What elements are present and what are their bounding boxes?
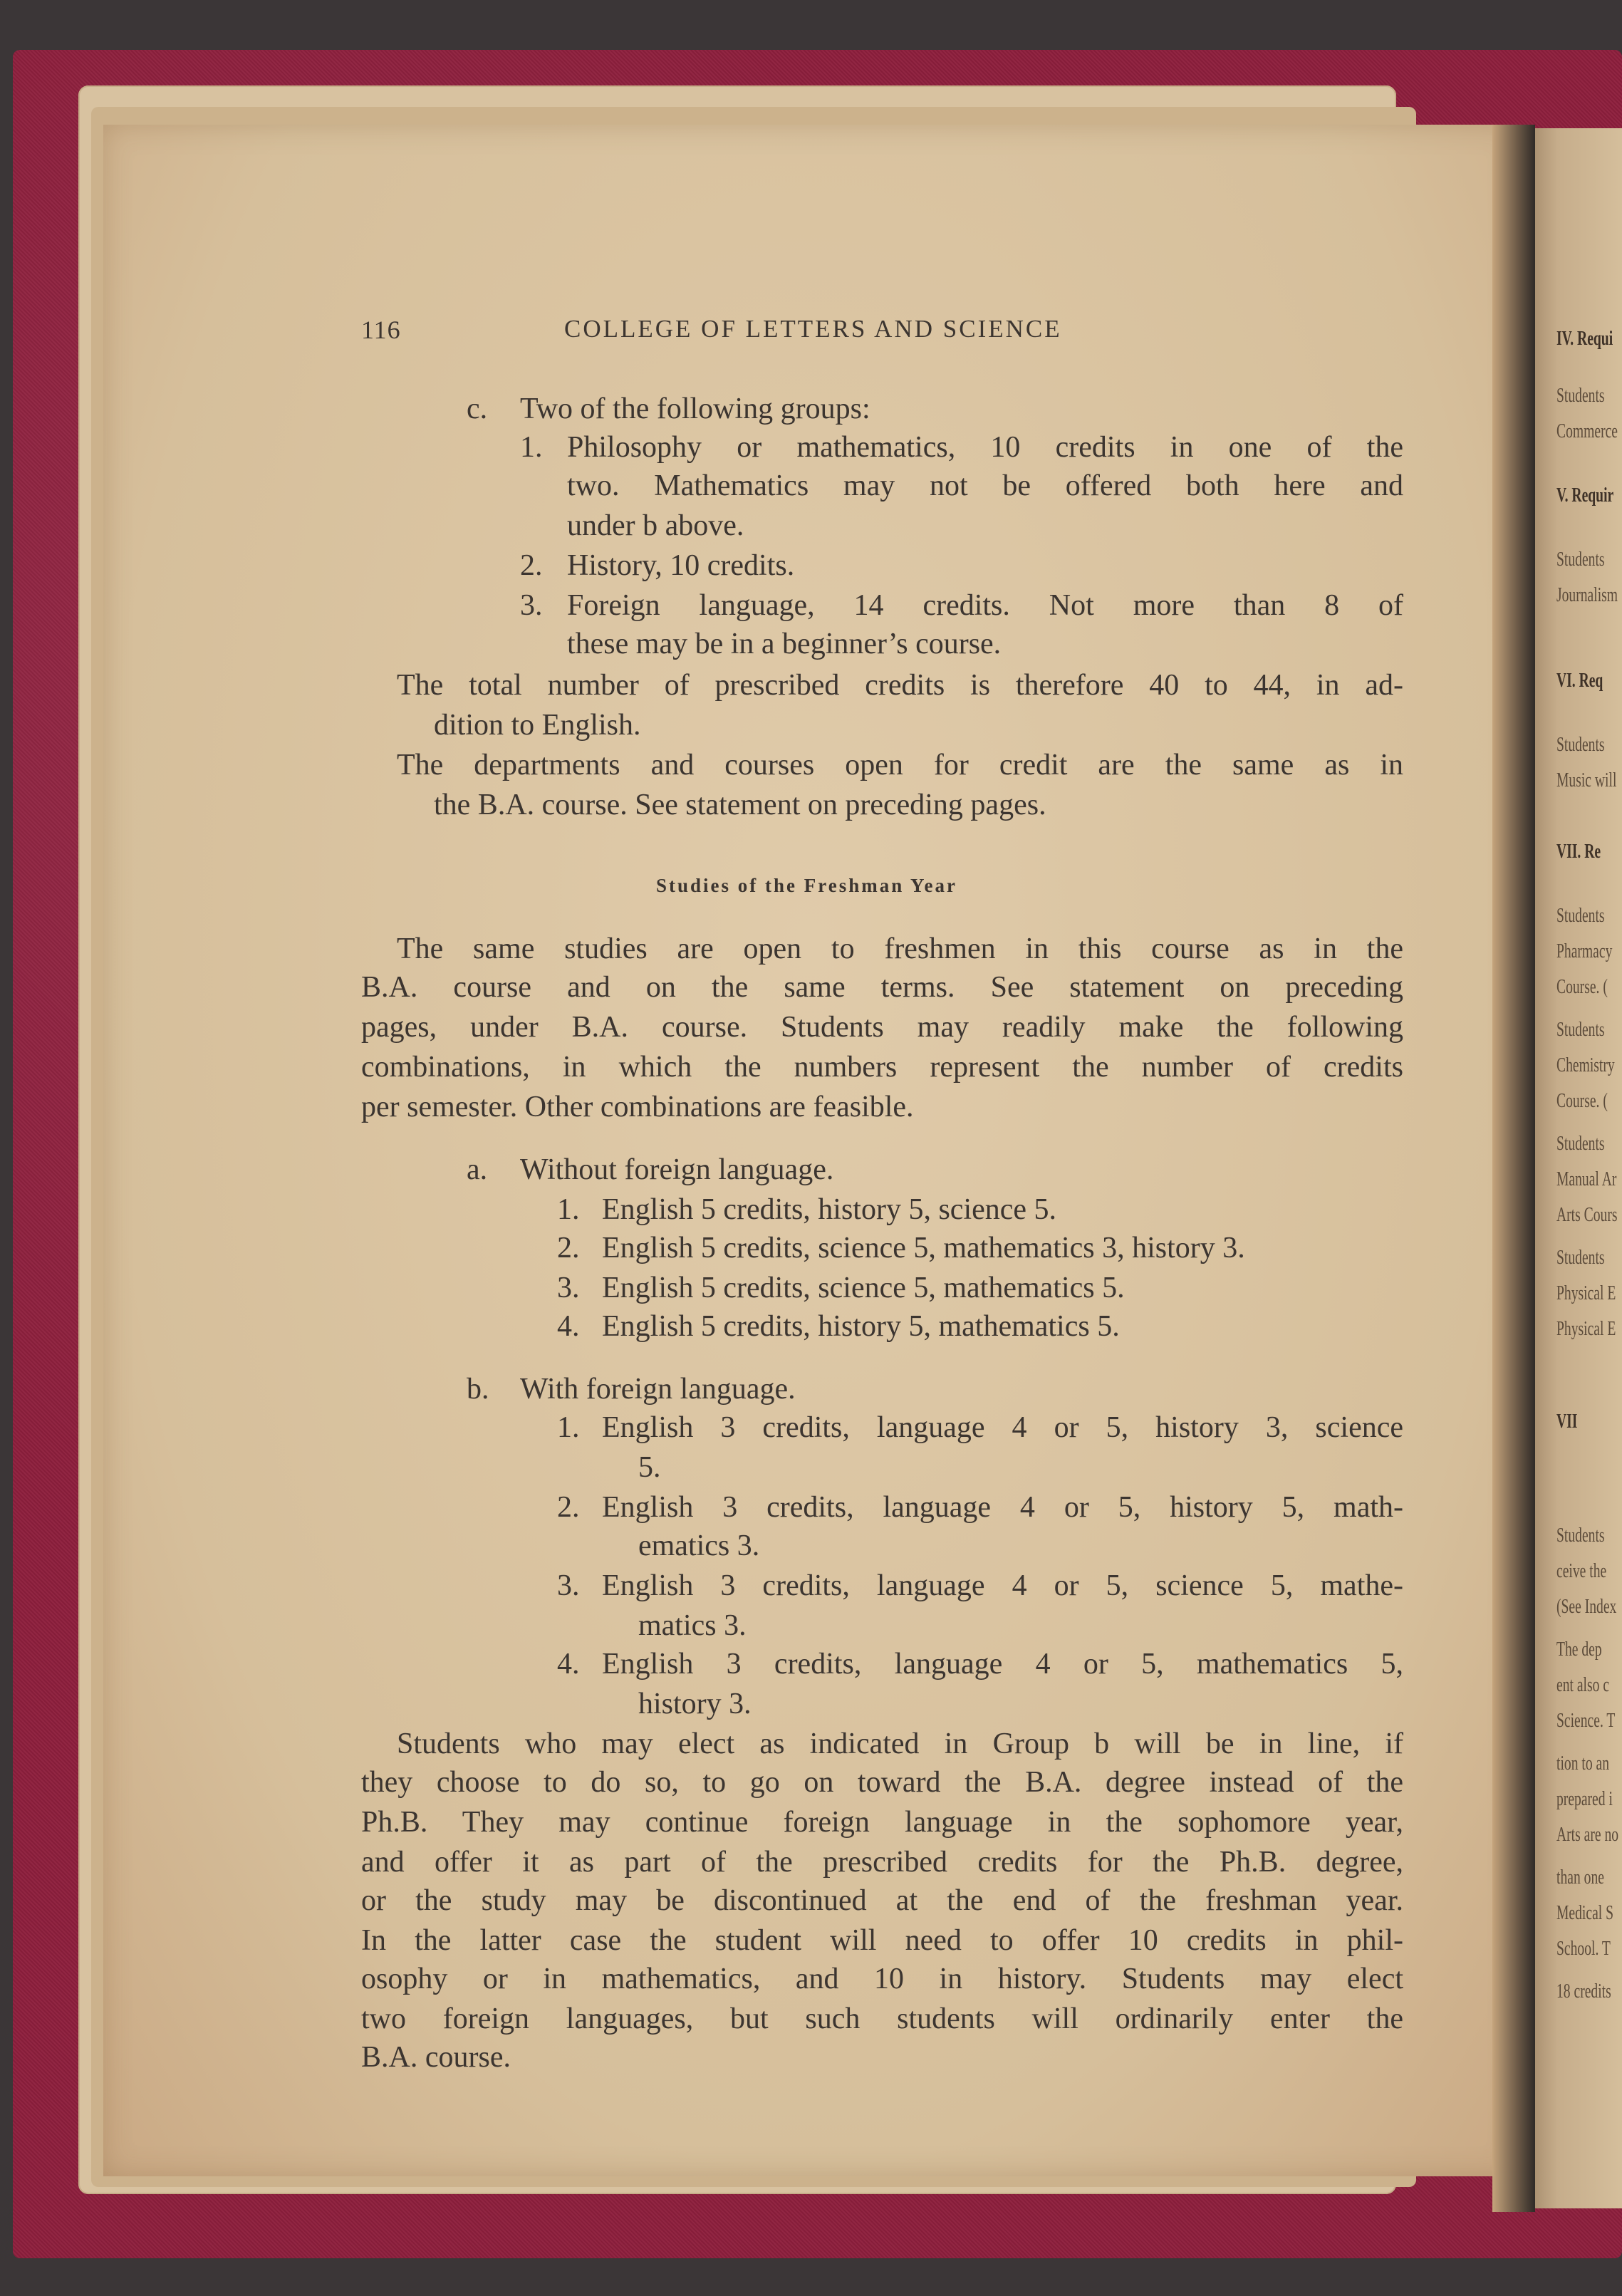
facing-fragment: VII. Re: [1556, 841, 1601, 863]
facing-fragment: prepared i: [1556, 1788, 1613, 1810]
list-marker: 2.: [520, 549, 543, 582]
page-number: 116: [361, 316, 401, 344]
list-item: English 5 credits, history 5, science 5.: [602, 1193, 1057, 1226]
list-item: With foreign language.: [520, 1373, 796, 1406]
facing-fragment: The dep: [1556, 1638, 1602, 1661]
facing-fragment: (See Index: [1556, 1596, 1617, 1618]
list-item: 5.: [638, 1451, 661, 1484]
list-item: History, 10 credits.: [567, 549, 795, 582]
facing-fragment: Course. (: [1556, 1090, 1608, 1112]
facing-fragment: VII: [1556, 1411, 1578, 1433]
list-item: English 5 credits, science 5, mathematics 5.: [602, 1272, 1125, 1304]
paragraph-line: per semester. Other combinations are feasible.: [361, 1091, 914, 1123]
facing-fragment: Students: [1556, 1133, 1605, 1155]
facing-page: [1528, 128, 1622, 2208]
facing-fragment: tion to an: [1556, 1752, 1610, 1775]
paragraph-line: or the study may be discontinued at the end of the freshman year.: [361, 1884, 1403, 1917]
list-item: Two of the following groups:: [520, 393, 870, 425]
list-item: English 3 credits, language 4 or 5, mathematics 5,: [602, 1648, 1403, 1681]
list-marker: 1.: [557, 1193, 580, 1226]
facing-fragment: Students: [1556, 549, 1605, 571]
section-heading: Studies of the Freshman Year: [656, 875, 957, 896]
list-marker: 3.: [557, 1569, 580, 1602]
facing-fragment: Science. T: [1556, 1710, 1616, 1732]
list-marker: 3.: [520, 589, 543, 622]
facing-fragment: V. Requir: [1556, 484, 1614, 507]
facing-fragment: Pharmacy: [1556, 940, 1613, 962]
facing-fragment: IV. Requi: [1556, 328, 1613, 350]
facing-fragment: School. T: [1556, 1938, 1611, 1960]
facing-fragment: Manual Ar: [1556, 1168, 1617, 1190]
paragraph-line: the B.A. course. See statement on preceding pages.: [434, 789, 1046, 821]
facing-fragment: VI. Req: [1556, 670, 1603, 692]
running-head: COLLEGE OF LETTERS AND SCIENCE: [564, 315, 1062, 343]
list-item: English 3 credits, language 4 or 5, history 5, math-: [602, 1491, 1403, 1524]
paragraph-line: In the latter case the student will need to offer 10 credits in phil-: [361, 1924, 1403, 1957]
gutter-shadow: [1492, 125, 1535, 2212]
paragraph-line: Students who may elect as indicated in Group b will be in line, if: [397, 1728, 1403, 1760]
facing-fragment: Students: [1556, 385, 1605, 407]
list-item: matics 3.: [638, 1609, 747, 1642]
list-marker: 1.: [520, 431, 543, 464]
list-marker: 2.: [557, 1232, 580, 1264]
paragraph-line: dition to English.: [434, 709, 641, 742]
list-item: two. Mathematics may not be offered both here and: [567, 469, 1403, 502]
facing-fragment: Medical S: [1556, 1902, 1614, 1924]
list-item: Foreign language, 14 credits. Not more than 8 of: [567, 589, 1403, 622]
list-marker: 3.: [557, 1272, 580, 1304]
paragraph-line: and offer it as part of the prescribed credits for the Ph.B. degree,: [361, 1846, 1403, 1879]
list-item: English 3 credits, language 4 or 5, history 3, science: [602, 1411, 1403, 1444]
list-item: Philosophy or mathematics, 10 credits in one of the: [567, 431, 1403, 464]
facing-fragment: ent also c: [1556, 1674, 1610, 1696]
list-item: English 3 credits, language 4 or 5, science 5, mathe-: [602, 1569, 1403, 1602]
paragraph-line: they choose to do so, to go on toward the B.A. degree instead of the: [361, 1766, 1403, 1799]
facing-fragment: Arts are no: [1556, 1824, 1619, 1846]
facing-fragment: Physical E: [1556, 1282, 1616, 1304]
list-marker: c.: [467, 393, 488, 425]
list-item: Without foreign language.: [520, 1153, 834, 1186]
paragraph-line: B.A. course.: [361, 2041, 511, 2074]
list-marker: b.: [467, 1373, 489, 1406]
list-item: history 3.: [638, 1688, 752, 1720]
paragraph-line: The same studies are open to freshmen in this course as in the: [397, 933, 1403, 965]
list-marker: 1.: [557, 1411, 580, 1444]
facing-fragment: Arts Cours: [1556, 1204, 1618, 1226]
paragraph-line: B.A. course and on the same terms. See statement on preceding: [361, 971, 1403, 1004]
paragraph-line: The total number of prescribed credits is therefore 40 to 44, in ad-: [397, 669, 1403, 702]
facing-fragment: Course. (: [1556, 976, 1608, 998]
paragraph-line: pages, under B.A. course. Students may readily make the following: [361, 1011, 1403, 1044]
paragraph-line: osophy or in mathematics, and 10 in history. Students may elect: [361, 1963, 1403, 1995]
list-item: English 5 credits, history 5, mathematics 5.: [602, 1310, 1120, 1343]
list-item: ematics 3.: [638, 1529, 760, 1562]
facing-fragment: than one: [1556, 1866, 1604, 1889]
facing-fragment: ceive the: [1556, 1560, 1607, 1582]
facing-fragment: Students: [1556, 905, 1605, 927]
list-item: these may be in a beginner’s course.: [567, 628, 1002, 660]
facing-fragment: Music will: [1556, 769, 1617, 791]
list-marker: 4.: [557, 1648, 580, 1681]
facing-fragment: Students: [1556, 1524, 1605, 1547]
list-marker: 4.: [557, 1310, 580, 1343]
facing-fragment: 18 credits: [1556, 1980, 1611, 2002]
facing-fragment: Journalism: [1556, 584, 1618, 606]
list-marker: 2.: [557, 1491, 580, 1524]
list-marker: a.: [467, 1153, 488, 1186]
paragraph-line: The departments and courses open for credit are the same as in: [397, 749, 1403, 781]
facing-fragment: Students: [1556, 734, 1605, 756]
paragraph-line: Ph.B. They may continue foreign language in the sophomore year,: [361, 1806, 1403, 1839]
facing-fragment: Students: [1556, 1247, 1605, 1269]
facing-fragment: Physical E: [1556, 1318, 1616, 1340]
list-item: under b above.: [567, 509, 744, 542]
paragraph-line: two foreign languages, but such students will ordinarily enter the: [361, 2002, 1403, 2035]
facing-fragment: Commerce: [1556, 420, 1618, 442]
paragraph-line: combinations, in which the numbers represent the number of credits: [361, 1051, 1403, 1084]
list-item: English 5 credits, science 5, mathematics 3, history 3.: [602, 1232, 1245, 1264]
facing-fragment: Chemistry: [1556, 1054, 1615, 1076]
facing-fragment: Students: [1556, 1019, 1605, 1041]
